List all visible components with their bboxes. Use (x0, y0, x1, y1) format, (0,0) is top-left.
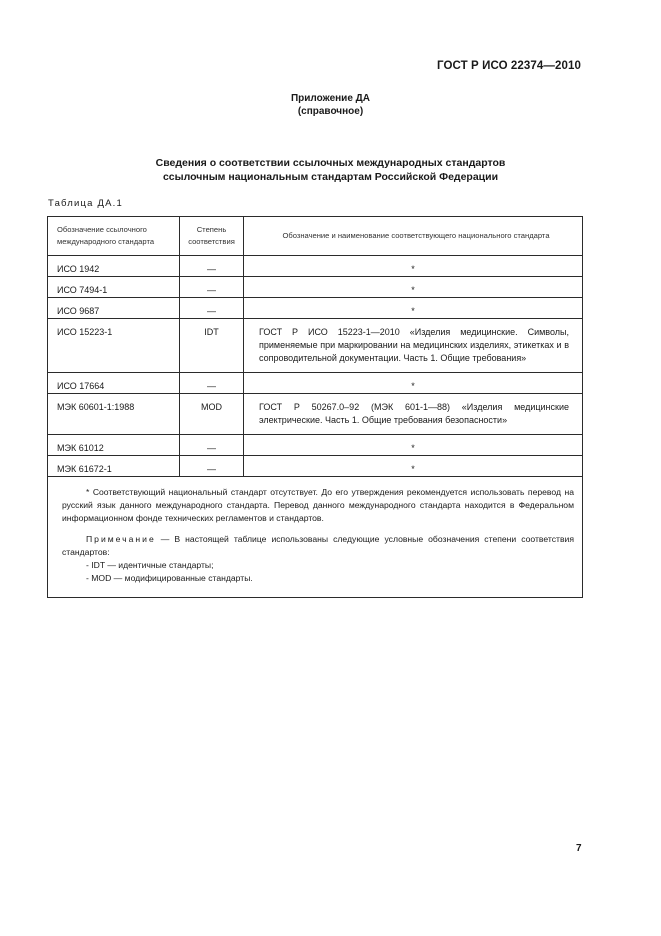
cell-reference: ИСО 7494-1 (48, 277, 180, 298)
note-label: Примечание (86, 534, 156, 544)
cell-reference: ИСО 15223-1 (48, 319, 180, 373)
appendix-title: Приложение ДА (290, 93, 371, 104)
cell-national: ГОСТ Р ИСО 15223-1—2010 «Изделия медицинские. Символы, применяемые при маркировании на медицинских изделиях, этикетках и в сопроводительной документации. Часть 1. Общие требования» (244, 319, 583, 373)
page-number: 7 (576, 843, 582, 854)
table-notes-row (48, 477, 583, 598)
note-list-item: - MOD — модифицированные стандарты. (86, 573, 253, 583)
header-degree: Степень соответствия (180, 217, 244, 256)
section-title (0, 156, 661, 184)
footnote-text: * Соответствующий национальный стандарт отсутствует. До его утверждения рекомендуется использовать перевод на русский язык данного международного стандарта. Перевод данного международного стандарта находится в Федеральном информационном фонде технических регламентов и стандартов. (62, 487, 574, 523)
table-row (48, 456, 583, 477)
header-national-standard: Обозначение и наименование соответствующего национального стандарта (244, 217, 583, 256)
cell-reference: МЭК 61012 (48, 435, 180, 456)
cell-reference: МЭК 61672-1 (48, 456, 180, 477)
cell-degree: MOD (180, 394, 244, 435)
table-header-row (48, 217, 583, 256)
cell-national: ГОСТ Р 50267.0–92 (МЭК 601-1—88) «Изделия медицинские электрические. Часть 1. Общие требования безопасности» (244, 394, 583, 435)
cell-degree: — (180, 256, 244, 277)
table-row (48, 298, 583, 319)
cell-national: * (244, 298, 583, 319)
cell-reference: МЭК 60601-1:1988 (48, 394, 180, 435)
table-row (48, 435, 583, 456)
cell-national: * (244, 435, 583, 456)
note-list-item: - IDT — идентичные стандарты; (86, 560, 214, 570)
cell-reference: ИСО 17664 (48, 373, 180, 394)
cell-degree: — (180, 456, 244, 477)
table-row (48, 373, 583, 394)
cell-degree: — (180, 435, 244, 456)
document-code-header: ГОСТ Р ИСО 22374—2010 (436, 60, 581, 72)
cell-national: * (244, 277, 583, 298)
correspondence-table (47, 216, 583, 598)
cell-national: * (244, 373, 583, 394)
section-title-line2: ссылочным национальным стандартам Российской Федерации (162, 171, 499, 183)
cell-degree: — (180, 277, 244, 298)
cell-reference: ИСО 9687 (48, 298, 180, 319)
note-text: — В настоящей таблице использованы следующие условные обозначения степени соответствия стандартов: (62, 534, 574, 557)
cell-degree: — (180, 298, 244, 319)
section-title-line1: Сведения о соответствии ссылочных международных стандартов (155, 157, 506, 169)
table-row (48, 256, 583, 277)
table-row (48, 277, 583, 298)
table-row (48, 319, 583, 373)
cell-national: * (244, 256, 583, 277)
cell-reference: ИСО 1942 (48, 256, 180, 277)
cell-degree: — (180, 373, 244, 394)
table-row (48, 394, 583, 435)
table-caption: Таблица ДА.1 (48, 198, 123, 209)
appendix-heading (0, 92, 661, 118)
header-reference-standard: Обозначение ссылочного международного стандарта (48, 217, 180, 256)
cell-national: * (244, 456, 583, 477)
appendix-subtitle: (справочное) (297, 106, 364, 117)
note-paragraph (62, 533, 574, 559)
table-notes (48, 477, 583, 598)
cell-degree: IDT (180, 319, 244, 373)
